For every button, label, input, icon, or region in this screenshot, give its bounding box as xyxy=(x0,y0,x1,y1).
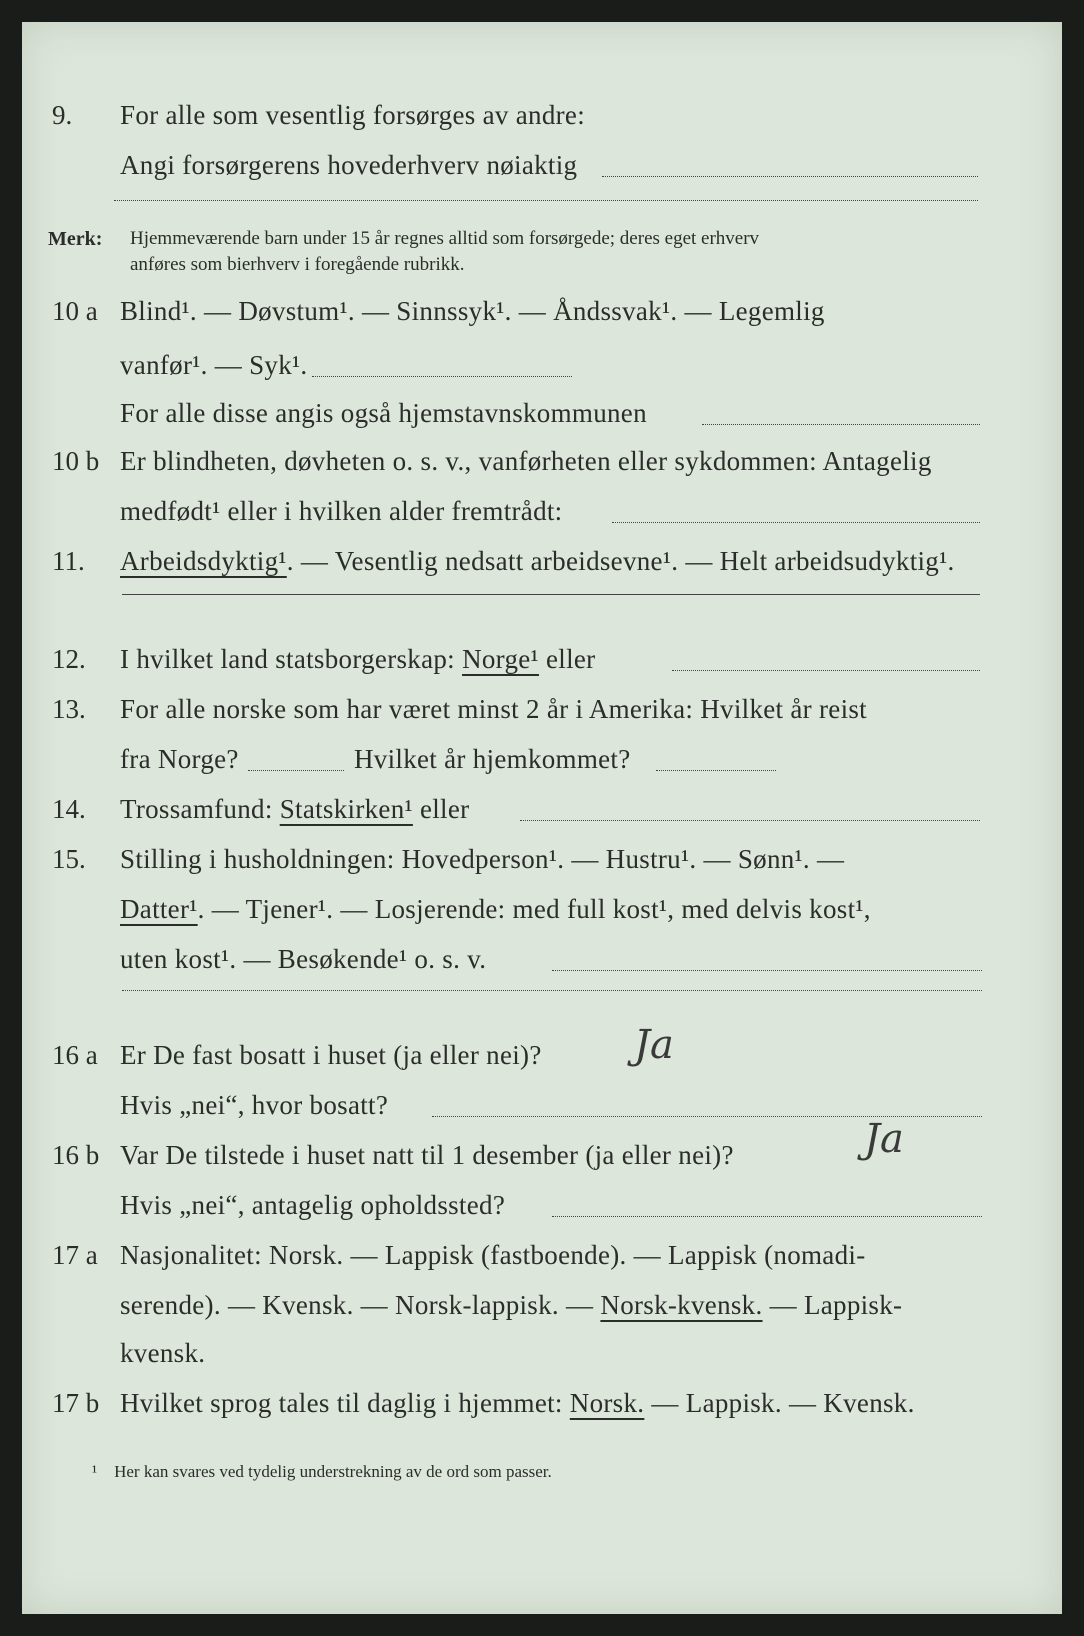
question-15 xyxy=(22,840,1062,880)
note-label: Merk: xyxy=(48,228,103,250)
question-text: Blind¹. — Døvstum¹. — Sinnssyk¹. — Åndssvak¹. — Legemlig xyxy=(120,296,825,326)
selected-option[interactable]: Arbeidsdyktig¹ xyxy=(120,546,287,576)
question-number: 10 a xyxy=(52,296,98,326)
answer-line[interactable] xyxy=(656,770,776,771)
footnote-mark: ¹ xyxy=(92,1462,98,1481)
question-10a-line3 xyxy=(22,394,1062,434)
question-text xyxy=(120,546,955,577)
answer-line[interactable] xyxy=(520,820,980,821)
option-text: serende). — Kvensk. — Norsk-lappisk. — xyxy=(120,1290,594,1320)
question-text xyxy=(120,1388,915,1419)
footnote xyxy=(92,1462,552,1482)
question-12 xyxy=(22,640,1062,680)
question-text: Hvis „nei“, hvor bosatt? xyxy=(120,1090,389,1120)
question-number: 10 b xyxy=(52,446,100,476)
question-text: Var De tilstede i huset natt til 1 desember (ja eller nei)? xyxy=(120,1140,734,1170)
selected-option[interactable]: Datter¹ xyxy=(120,894,198,924)
question-16b-line2 xyxy=(22,1186,1062,1226)
answer-line[interactable] xyxy=(702,424,980,425)
question-text xyxy=(120,894,871,925)
question-number: 16 b xyxy=(52,1140,100,1170)
question-13 xyxy=(22,690,1062,730)
question-text xyxy=(120,794,469,825)
answer-line[interactable] xyxy=(672,670,980,671)
question-number: 17 b xyxy=(52,1388,100,1418)
question-text: Er blindheten, døvheten o. s. v., vanførheten eller sykdommen: Antagelig xyxy=(120,446,932,476)
question-9-line2 xyxy=(22,146,1062,186)
question-text xyxy=(120,1290,902,1321)
question-text: uten kost¹. — Besøkende¹ o. s. v. xyxy=(120,944,487,974)
question-number: 11. xyxy=(52,546,85,576)
question-text: Hvis „nei“, antagelig opholdssted? xyxy=(120,1190,506,1220)
question-label: Hvilket sprog tales til daglig i hjemmet: xyxy=(120,1388,563,1418)
answer-line[interactable] xyxy=(612,522,980,523)
question-text: kvensk. xyxy=(120,1338,206,1368)
note-text: anføres som bierhverv i foregående rubrikk. xyxy=(130,254,465,275)
question-15-line2 xyxy=(22,890,1062,930)
census-form-page xyxy=(22,22,1062,1614)
question-13-line2 xyxy=(22,740,1062,780)
question-text: Hvilket år hjemkommet? xyxy=(354,744,631,774)
option-text: eller xyxy=(419,794,470,824)
selected-option[interactable]: Norsk. xyxy=(569,1388,645,1418)
question-number: 17 a xyxy=(52,1240,98,1270)
question-14 xyxy=(22,790,1062,830)
question-number: 12. xyxy=(52,644,86,674)
answer-line[interactable] xyxy=(248,770,344,771)
footnote-text: Her kan svares ved tydelig understrekning av de ord som passer. xyxy=(114,1462,552,1481)
question-16b xyxy=(22,1136,1062,1176)
question-label: Trossamfund: xyxy=(120,794,273,824)
option-text: . — Vesentlig nedsatt arbeidsevne¹. — Helt arbeidsudyktig¹. xyxy=(286,546,955,576)
question-text: For alle som vesentlig forsørges av andre: xyxy=(120,100,585,130)
answer-line[interactable] xyxy=(312,376,572,377)
question-text: vanfør¹. — Syk¹. xyxy=(120,350,308,380)
option-text: eller xyxy=(546,644,596,674)
option-text: . — Tjener¹. — Losjerende: med full kost¹, med delvis kost¹, xyxy=(197,894,871,924)
selected-option[interactable]: Norsk-kvensk. xyxy=(600,1290,763,1320)
question-number: 13. xyxy=(52,694,86,724)
question-text: Angi forsørgerens hovederhverv nøiaktig xyxy=(120,150,578,180)
question-text: For alle disse angis også hjemstavnskommunen xyxy=(120,398,647,428)
note-text: Hjemmeværende barn under 15 år regnes alltid som forsørgede; deres eget erhverv xyxy=(130,228,760,249)
question-number: 16 a xyxy=(52,1040,98,1070)
question-text: For alle norske som har været minst 2 år i Amerika: Hvilket år reist xyxy=(120,694,867,724)
option-text: — Lappisk- xyxy=(769,1290,903,1320)
question-17a xyxy=(22,1236,1062,1276)
question-16a-line2 xyxy=(22,1086,1062,1126)
question-text: Nasjonalitet: Norsk. — Lappisk (fastboende). — Lappisk (nomadi- xyxy=(120,1240,866,1270)
question-11 xyxy=(22,542,1062,582)
question-17a-line3 xyxy=(22,1334,1062,1374)
answer-line[interactable] xyxy=(122,990,982,991)
question-text: Er De fast bosatt i huset (ja eller nei)? xyxy=(120,1040,542,1070)
answer-line[interactable] xyxy=(602,176,978,177)
selected-option[interactable]: Statskirken¹ xyxy=(279,794,413,824)
question-text: medfødt¹ eller i hvilken alder fremtrådt: xyxy=(120,496,563,526)
answer-line[interactable] xyxy=(552,1216,982,1217)
question-label: I hvilket land statsborgerskap: xyxy=(120,644,455,674)
question-17a-line2 xyxy=(22,1286,1062,1326)
question-10a-line2 xyxy=(22,346,1062,386)
question-10a xyxy=(22,292,1062,332)
question-10b xyxy=(22,442,1062,482)
answer-line[interactable] xyxy=(114,200,978,201)
handwritten-answer: Ja xyxy=(634,1022,674,1068)
answer-line[interactable] xyxy=(122,594,980,595)
question-number: 15. xyxy=(52,844,86,874)
question-text xyxy=(120,644,595,675)
question-9 xyxy=(22,96,1062,136)
question-number: 9. xyxy=(52,100,73,130)
handwritten-answer: Ja xyxy=(864,1116,904,1162)
selected-option[interactable]: Norge¹ xyxy=(462,644,539,674)
option-text: — Lappisk. — Kvensk. xyxy=(651,1388,915,1418)
question-10b-line2 xyxy=(22,492,1062,532)
question-16a xyxy=(22,1036,1062,1076)
question-text: fra Norge? xyxy=(120,744,239,774)
answer-line[interactable] xyxy=(552,970,982,971)
question-17b xyxy=(22,1384,1062,1424)
question-text: Stilling i husholdningen: Hovedperson¹. — Hustru¹. — Sønn¹. — xyxy=(120,844,845,874)
question-number: 14. xyxy=(52,794,86,824)
question-15-line3 xyxy=(22,940,1062,980)
